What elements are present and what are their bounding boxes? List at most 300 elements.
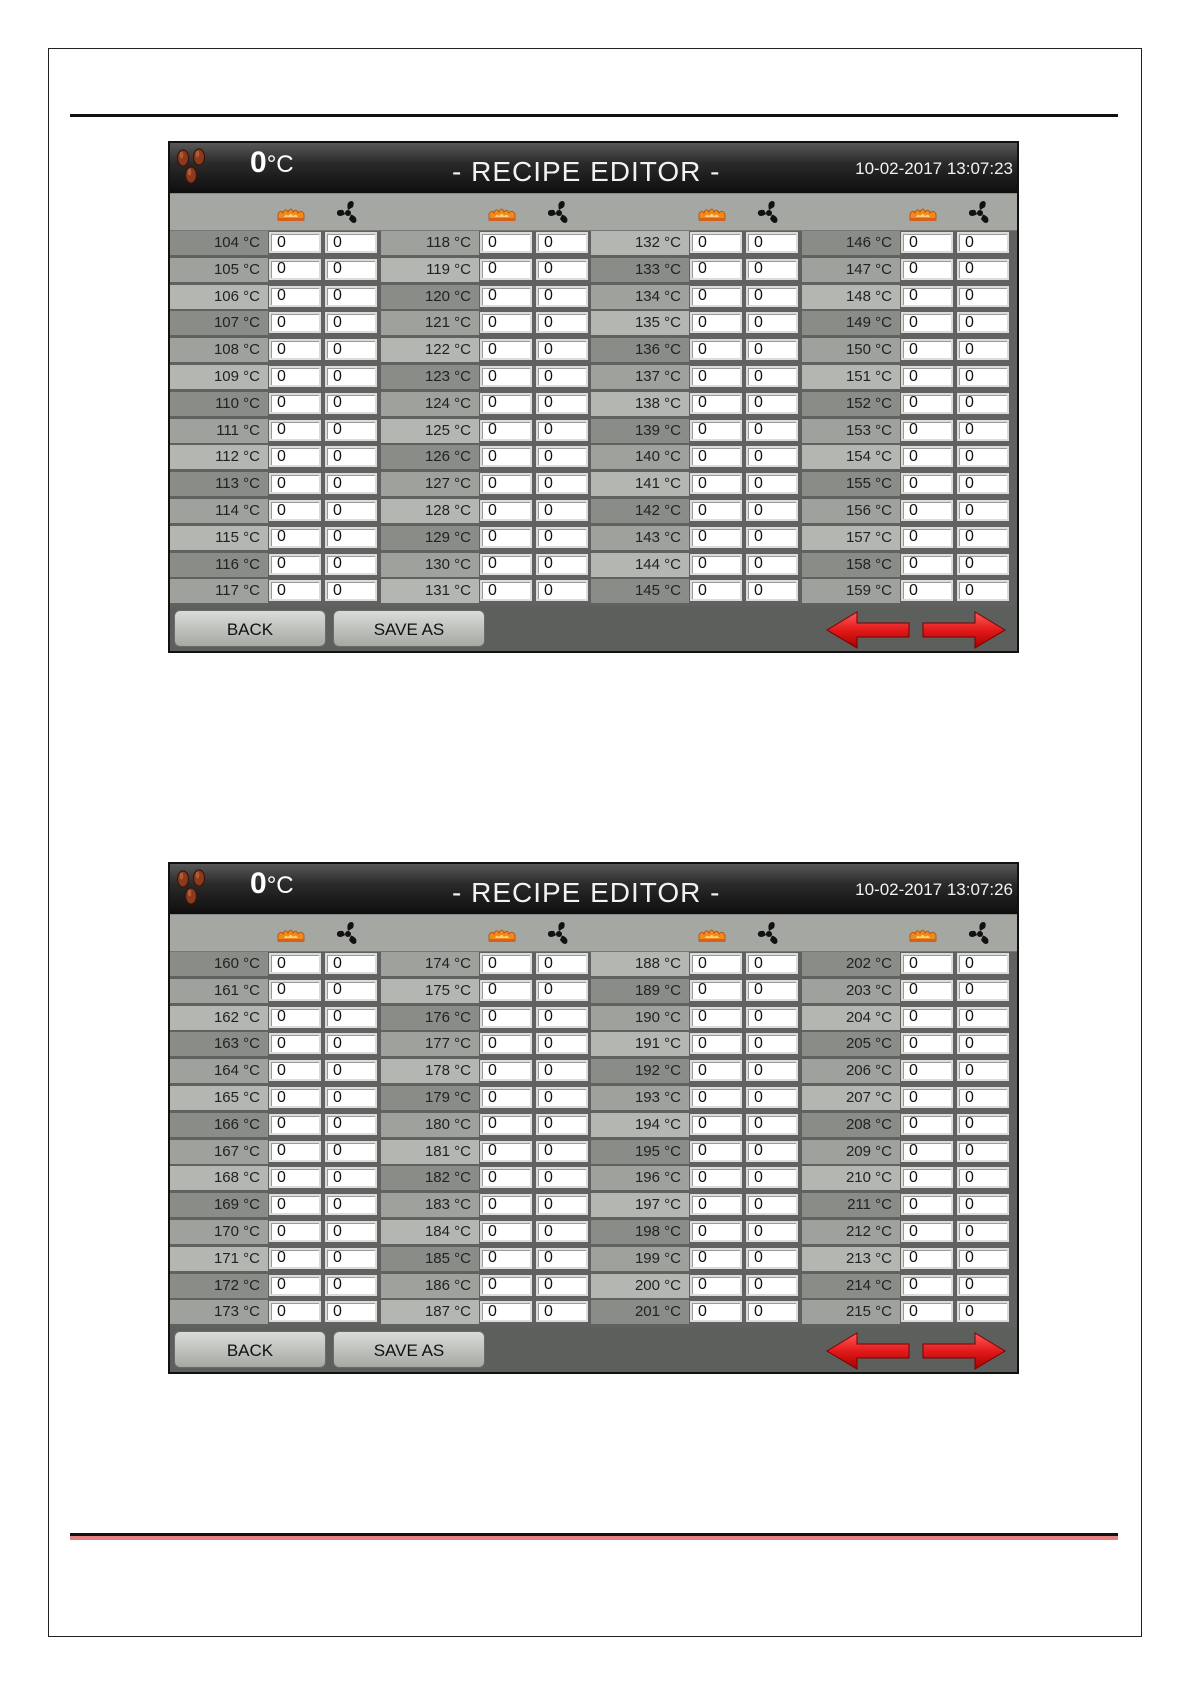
heat-value-input[interactable] bbox=[269, 953, 321, 974]
heat-value-input[interactable] bbox=[690, 1167, 742, 1188]
heat-value-input[interactable] bbox=[901, 339, 953, 360]
fan-value-input[interactable] bbox=[957, 259, 1009, 280]
fan-value-input[interactable] bbox=[325, 312, 377, 333]
fan-value-input[interactable] bbox=[325, 1194, 377, 1215]
fan-value-input[interactable] bbox=[325, 473, 377, 494]
fan-value-input[interactable] bbox=[746, 1221, 798, 1242]
temperature-label: 106 °C bbox=[170, 285, 268, 309]
heat-value-input[interactable] bbox=[690, 500, 742, 521]
fan-value-input[interactable] bbox=[325, 527, 377, 548]
temperature-label: 196 °C bbox=[591, 1166, 689, 1190]
heat-value-input[interactable] bbox=[690, 1141, 742, 1162]
temperature-label: 145 °C bbox=[591, 579, 689, 603]
temperature-label: 108 °C bbox=[170, 338, 268, 362]
heat-value-input[interactable] bbox=[690, 1301, 742, 1322]
temperature-label: 121 °C bbox=[381, 311, 479, 335]
fan-value-input[interactable] bbox=[536, 1007, 588, 1028]
heat-value-input[interactable] bbox=[901, 1087, 953, 1108]
fan-value-input[interactable] bbox=[325, 259, 377, 280]
fan-value-input[interactable] bbox=[746, 366, 798, 387]
temperature-label: 178 °C bbox=[381, 1059, 479, 1083]
heat-value-input[interactable] bbox=[901, 1194, 953, 1215]
fan-value-input[interactable] bbox=[957, 339, 1009, 360]
heat-value-input[interactable] bbox=[480, 1007, 532, 1028]
table-row bbox=[591, 1031, 803, 1058]
fan-value-input[interactable] bbox=[957, 554, 1009, 575]
heat-value-input[interactable] bbox=[690, 259, 742, 280]
temperature-label: 199 °C bbox=[591, 1247, 689, 1271]
heat-value-input[interactable] bbox=[901, 580, 953, 601]
fan-value-input[interactable] bbox=[536, 527, 588, 548]
table-row bbox=[170, 951, 382, 978]
table-row bbox=[591, 364, 803, 391]
heat-value-input[interactable] bbox=[690, 1033, 742, 1054]
fan-value-input[interactable] bbox=[957, 1087, 1009, 1108]
temperature-label: 107 °C bbox=[170, 311, 268, 335]
heat-value-input[interactable] bbox=[480, 1194, 532, 1215]
fan-value-input[interactable] bbox=[536, 953, 588, 974]
heat-value-input[interactable] bbox=[690, 554, 742, 575]
fan-value-input[interactable] bbox=[746, 1087, 798, 1108]
heat-value-input[interactable] bbox=[480, 1248, 532, 1269]
fan-value-input[interactable] bbox=[746, 1033, 798, 1054]
fan-value-input[interactable] bbox=[325, 1141, 377, 1162]
fan-value-input[interactable] bbox=[957, 580, 1009, 601]
heat-value-input[interactable] bbox=[269, 527, 321, 548]
fan-value-input[interactable] bbox=[325, 232, 377, 253]
heat-value-input[interactable] bbox=[269, 286, 321, 307]
fan-value-input[interactable] bbox=[746, 473, 798, 494]
heat-value-input[interactable] bbox=[690, 1060, 742, 1081]
temperature-label: 191 °C bbox=[591, 1032, 689, 1056]
column-header-row bbox=[170, 193, 1017, 231]
heat-value-input[interactable] bbox=[480, 580, 532, 601]
fan-value-input[interactable] bbox=[957, 1114, 1009, 1135]
temperature-label: 205 °C bbox=[802, 1032, 900, 1056]
heat-value-input[interactable] bbox=[901, 312, 953, 333]
fan-value-input[interactable] bbox=[536, 1167, 588, 1188]
fan-value-input[interactable] bbox=[325, 554, 377, 575]
fan-value-input[interactable] bbox=[325, 1033, 377, 1054]
temperature-label: 179 °C bbox=[381, 1086, 479, 1110]
heat-value-input[interactable] bbox=[901, 554, 953, 575]
heat-value-input[interactable] bbox=[269, 312, 321, 333]
table-row bbox=[591, 978, 803, 1005]
fan-value-input[interactable] bbox=[746, 1141, 798, 1162]
fan-value-input[interactable] bbox=[746, 527, 798, 548]
table-row bbox=[591, 391, 803, 418]
heat-value-input[interactable] bbox=[269, 580, 321, 601]
back-button[interactable]: BACK bbox=[174, 1331, 326, 1368]
footer-bar bbox=[170, 1327, 1017, 1374]
fan-value-input[interactable] bbox=[746, 339, 798, 360]
fan-value-input[interactable] bbox=[325, 1167, 377, 1188]
heat-value-input[interactable] bbox=[690, 953, 742, 974]
fan-value-input[interactable] bbox=[536, 1275, 588, 1296]
fan-value-input[interactable] bbox=[536, 1248, 588, 1269]
table-row bbox=[802, 1031, 1014, 1058]
recipe-editor-screen-2 bbox=[168, 862, 1019, 1374]
fan-value-input[interactable] bbox=[746, 1301, 798, 1322]
fan-value-input[interactable] bbox=[957, 527, 1009, 548]
fan-value-input[interactable] bbox=[957, 1167, 1009, 1188]
heat-value-input[interactable] bbox=[901, 980, 953, 1001]
fan-value-input[interactable] bbox=[957, 393, 1009, 414]
fan-value-input[interactable] bbox=[536, 446, 588, 467]
table-row bbox=[170, 1219, 382, 1246]
heat-value-input[interactable] bbox=[480, 366, 532, 387]
table-row bbox=[170, 1139, 382, 1166]
heat-value-input[interactable] bbox=[901, 1275, 953, 1296]
heat-value-input[interactable] bbox=[269, 1167, 321, 1188]
fan-value-input[interactable] bbox=[746, 232, 798, 253]
heat-value-input[interactable] bbox=[269, 1275, 321, 1296]
heat-value-input[interactable] bbox=[901, 1221, 953, 1242]
heat-value-input[interactable] bbox=[690, 1221, 742, 1242]
heat-value-input[interactable] bbox=[269, 1033, 321, 1054]
fan-value-input[interactable] bbox=[536, 1301, 588, 1322]
fan-value-input[interactable] bbox=[325, 420, 377, 441]
table-row bbox=[170, 1165, 382, 1192]
fan-value-input[interactable] bbox=[746, 554, 798, 575]
heat-value-input[interactable] bbox=[480, 473, 532, 494]
temperature-label: 160 °C bbox=[170, 952, 268, 976]
fan-value-input[interactable] bbox=[325, 1087, 377, 1108]
table-row bbox=[802, 951, 1014, 978]
heat-value-input[interactable] bbox=[901, 286, 953, 307]
temperature-label: 213 °C bbox=[802, 1247, 900, 1271]
heat-value-input[interactable] bbox=[480, 232, 532, 253]
table-row bbox=[381, 951, 593, 978]
fan-value-input[interactable] bbox=[957, 1033, 1009, 1054]
fan-value-input[interactable] bbox=[536, 286, 588, 307]
heat-value-input[interactable] bbox=[901, 1301, 953, 1322]
fan-value-input[interactable] bbox=[746, 1275, 798, 1296]
arrow-left-icon[interactable] bbox=[825, 610, 911, 650]
heat-value-input[interactable] bbox=[901, 500, 953, 521]
fan-value-input[interactable] bbox=[957, 446, 1009, 467]
heat-value-input[interactable] bbox=[480, 1060, 532, 1081]
heat-value-input[interactable] bbox=[269, 1194, 321, 1215]
fan-value-input[interactable] bbox=[325, 1007, 377, 1028]
temperature-label: 206 °C bbox=[802, 1059, 900, 1083]
temperature-label: 184 °C bbox=[381, 1220, 479, 1244]
heat-value-input[interactable] bbox=[690, 1087, 742, 1108]
fan-value-input[interactable] bbox=[325, 500, 377, 521]
fan-value-input[interactable] bbox=[325, 580, 377, 601]
heat-value-input[interactable] bbox=[480, 312, 532, 333]
heat-value-input[interactable] bbox=[480, 1114, 532, 1135]
heat-value-input[interactable] bbox=[269, 259, 321, 280]
heat-value-input[interactable] bbox=[690, 393, 742, 414]
table-row bbox=[170, 552, 382, 579]
heat-value-input[interactable] bbox=[690, 980, 742, 1001]
table-row bbox=[381, 498, 593, 525]
heat-value-input[interactable] bbox=[480, 286, 532, 307]
fan-value-input[interactable] bbox=[325, 393, 377, 414]
fan-value-input[interactable] bbox=[536, 420, 588, 441]
table-row bbox=[170, 578, 382, 605]
fan-value-input[interactable] bbox=[957, 1194, 1009, 1215]
fan-value-input[interactable] bbox=[746, 1060, 798, 1081]
heat-value-input[interactable] bbox=[269, 473, 321, 494]
fan-value-input[interactable] bbox=[957, 1248, 1009, 1269]
heat-value-input[interactable] bbox=[690, 286, 742, 307]
heat-value-input[interactable] bbox=[690, 1275, 742, 1296]
heat-value-input[interactable] bbox=[480, 1167, 532, 1188]
heat-value-input[interactable] bbox=[901, 1141, 953, 1162]
heat-value-input[interactable] bbox=[480, 1141, 532, 1162]
fan-value-input[interactable] bbox=[746, 1194, 798, 1215]
fan-value-input[interactable] bbox=[746, 580, 798, 601]
heat-value-input[interactable] bbox=[480, 393, 532, 414]
table-row bbox=[381, 1165, 593, 1192]
table-row bbox=[591, 1058, 803, 1085]
heat-value-input[interactable] bbox=[269, 1007, 321, 1028]
heat-value-input[interactable] bbox=[901, 446, 953, 467]
fan-value-input[interactable] bbox=[746, 259, 798, 280]
fan-value-input[interactable] bbox=[325, 980, 377, 1001]
temperature-label: 198 °C bbox=[591, 1220, 689, 1244]
heat-value-input[interactable] bbox=[269, 500, 321, 521]
table-row bbox=[802, 978, 1014, 1005]
fan-value-input[interactable] bbox=[746, 446, 798, 467]
heat-value-input[interactable] bbox=[690, 580, 742, 601]
fan-value-input[interactable] bbox=[325, 1221, 377, 1242]
heat-value-input[interactable] bbox=[269, 554, 321, 575]
temperature-label: 111 °C bbox=[170, 419, 268, 443]
fan-value-input[interactable] bbox=[536, 339, 588, 360]
arrow-right-icon[interactable] bbox=[921, 1331, 1007, 1371]
fan-value-input[interactable] bbox=[957, 232, 1009, 253]
heat-value-input[interactable] bbox=[901, 1167, 953, 1188]
temperature-label: 128 °C bbox=[381, 499, 479, 523]
table-row bbox=[591, 444, 803, 471]
recipe-column bbox=[802, 951, 1014, 1326]
fan-value-input[interactable] bbox=[536, 312, 588, 333]
fan-value-input[interactable] bbox=[746, 980, 798, 1001]
fan-value-input[interactable] bbox=[957, 1275, 1009, 1296]
temperature-label: 172 °C bbox=[170, 1274, 268, 1298]
table-row bbox=[170, 1058, 382, 1085]
fan-value-input[interactable] bbox=[536, 1087, 588, 1108]
heat-value-input[interactable] bbox=[901, 953, 953, 974]
heat-value-input[interactable] bbox=[690, 446, 742, 467]
fan-value-input[interactable] bbox=[536, 1060, 588, 1081]
heat-value-input[interactable] bbox=[480, 1221, 532, 1242]
heat-value-input[interactable] bbox=[901, 1033, 953, 1054]
heat-value-input[interactable] bbox=[269, 232, 321, 253]
heat-value-input[interactable] bbox=[901, 1248, 953, 1269]
arrow-right-icon[interactable] bbox=[921, 610, 1007, 650]
fan-value-input[interactable] bbox=[325, 1248, 377, 1269]
heat-value-input[interactable] bbox=[690, 527, 742, 548]
fan-value-input[interactable] bbox=[325, 1060, 377, 1081]
fan-value-input[interactable] bbox=[536, 500, 588, 521]
temperature-label: 156 °C bbox=[802, 499, 900, 523]
burner-flame-icon bbox=[697, 921, 727, 945]
temperature-label: 187 °C bbox=[381, 1300, 479, 1324]
heat-value-input[interactable] bbox=[901, 259, 953, 280]
fan-value-input[interactable] bbox=[325, 1275, 377, 1296]
heat-value-input[interactable] bbox=[690, 339, 742, 360]
heat-value-input[interactable] bbox=[901, 1114, 953, 1135]
temperature-label: 133 °C bbox=[591, 258, 689, 282]
heat-value-input[interactable] bbox=[901, 393, 953, 414]
heat-value-input[interactable] bbox=[269, 366, 321, 387]
heat-value-input[interactable] bbox=[480, 446, 532, 467]
heat-value-input[interactable] bbox=[480, 420, 532, 441]
heat-value-input[interactable] bbox=[480, 259, 532, 280]
fan-value-input[interactable] bbox=[957, 420, 1009, 441]
fan-value-input[interactable] bbox=[325, 286, 377, 307]
fan-value-input[interactable] bbox=[746, 1248, 798, 1269]
heat-value-input[interactable] bbox=[690, 420, 742, 441]
fan-value-input[interactable] bbox=[746, 286, 798, 307]
fan-value-input[interactable] bbox=[536, 366, 588, 387]
heat-value-input[interactable] bbox=[901, 366, 953, 387]
save-as-button[interactable]: SAVE AS bbox=[333, 1331, 485, 1368]
heat-value-input[interactable] bbox=[480, 953, 532, 974]
fan-value-input[interactable] bbox=[957, 953, 1009, 974]
fan-value-input[interactable] bbox=[957, 1141, 1009, 1162]
heat-value-input[interactable] bbox=[269, 1301, 321, 1322]
heat-value-input[interactable] bbox=[901, 527, 953, 548]
heat-value-input[interactable] bbox=[480, 1033, 532, 1054]
heat-value-input[interactable] bbox=[690, 312, 742, 333]
heat-value-input[interactable] bbox=[690, 1114, 742, 1135]
fan-value-input[interactable] bbox=[746, 1114, 798, 1135]
fan-value-input[interactable] bbox=[325, 446, 377, 467]
fan-value-input[interactable] bbox=[746, 500, 798, 521]
fan-value-input[interactable] bbox=[957, 286, 1009, 307]
table-row bbox=[802, 1165, 1014, 1192]
table-row bbox=[591, 1085, 803, 1112]
fan-value-input[interactable] bbox=[536, 232, 588, 253]
heat-value-input[interactable] bbox=[269, 420, 321, 441]
back-button[interactable]: BACK bbox=[174, 610, 326, 647]
fan-value-input[interactable] bbox=[957, 1221, 1009, 1242]
fan-value-input[interactable] bbox=[325, 1301, 377, 1322]
fan-value-input[interactable] bbox=[746, 1167, 798, 1188]
table-row bbox=[802, 257, 1014, 284]
heat-value-input[interactable] bbox=[901, 420, 953, 441]
heat-value-input[interactable] bbox=[269, 1087, 321, 1108]
fan-value-input[interactable] bbox=[325, 1114, 377, 1135]
fan-value-input[interactable] bbox=[536, 393, 588, 414]
fan-value-input[interactable] bbox=[957, 473, 1009, 494]
fan-value-input[interactable] bbox=[325, 366, 377, 387]
fan-value-input[interactable] bbox=[957, 366, 1009, 387]
table-row bbox=[381, 418, 593, 445]
temperature-label: 123 °C bbox=[381, 365, 479, 389]
temperature-label: 183 °C bbox=[381, 1193, 479, 1217]
fan-value-input[interactable] bbox=[746, 953, 798, 974]
heat-value-input[interactable] bbox=[901, 473, 953, 494]
temperature-label: 148 °C bbox=[802, 285, 900, 309]
fan-value-input[interactable] bbox=[536, 1141, 588, 1162]
fan-value-input[interactable] bbox=[536, 554, 588, 575]
table-row bbox=[381, 578, 593, 605]
fan-value-input[interactable] bbox=[957, 1007, 1009, 1028]
heat-value-input[interactable] bbox=[269, 1114, 321, 1135]
temperature-label: 180 °C bbox=[381, 1113, 479, 1137]
temperature-label: 109 °C bbox=[170, 365, 268, 389]
heat-value-input[interactable] bbox=[901, 232, 953, 253]
fan-value-input[interactable] bbox=[536, 473, 588, 494]
temperature-label: 200 °C bbox=[591, 1274, 689, 1298]
temperature-label: 112 °C bbox=[170, 445, 268, 469]
heat-value-input[interactable] bbox=[480, 527, 532, 548]
fan-value-input[interactable] bbox=[536, 259, 588, 280]
fan-value-input[interactable] bbox=[957, 1301, 1009, 1322]
fan-value-input[interactable] bbox=[957, 1060, 1009, 1081]
fan-value-input[interactable] bbox=[536, 1033, 588, 1054]
fan-value-input[interactable] bbox=[957, 980, 1009, 1001]
heat-value-input[interactable] bbox=[690, 1007, 742, 1028]
fan-value-input[interactable] bbox=[746, 312, 798, 333]
title-bar bbox=[170, 864, 1017, 914]
temperature-label: 141 °C bbox=[591, 472, 689, 496]
fan-value-input[interactable] bbox=[536, 1114, 588, 1135]
fan-value-input[interactable] bbox=[746, 420, 798, 441]
temperature-label: 131 °C bbox=[381, 579, 479, 603]
heat-value-input[interactable] bbox=[480, 554, 532, 575]
table-row bbox=[381, 552, 593, 579]
heat-value-input[interactable] bbox=[690, 232, 742, 253]
temperature-label: 154 °C bbox=[802, 445, 900, 469]
heat-value-input[interactable] bbox=[269, 446, 321, 467]
heat-value-input[interactable] bbox=[690, 366, 742, 387]
heat-value-input[interactable] bbox=[269, 393, 321, 414]
heat-value-input[interactable] bbox=[480, 980, 532, 1001]
fan-value-input[interactable] bbox=[957, 500, 1009, 521]
temperature-label: 197 °C bbox=[591, 1193, 689, 1217]
heat-value-input[interactable] bbox=[690, 1248, 742, 1269]
heat-value-input[interactable] bbox=[269, 1221, 321, 1242]
heat-value-input[interactable] bbox=[269, 339, 321, 360]
table-row bbox=[591, 418, 803, 445]
heat-value-input[interactable] bbox=[480, 339, 532, 360]
fan-value-input[interactable] bbox=[536, 1194, 588, 1215]
heat-value-input[interactable] bbox=[269, 1248, 321, 1269]
fan-value-input[interactable] bbox=[325, 953, 377, 974]
heat-value-input[interactable] bbox=[269, 1141, 321, 1162]
table-row bbox=[381, 1085, 593, 1112]
heat-value-input[interactable] bbox=[690, 1194, 742, 1215]
fan-value-input[interactable] bbox=[325, 339, 377, 360]
heat-value-input[interactable] bbox=[480, 1087, 532, 1108]
heat-value-input[interactable] bbox=[269, 1060, 321, 1081]
fan-value-input[interactable] bbox=[536, 980, 588, 1001]
table-row bbox=[591, 525, 803, 552]
fan-value-input[interactable] bbox=[536, 580, 588, 601]
arrow-left-icon[interactable] bbox=[825, 1331, 911, 1371]
heat-value-input[interactable] bbox=[480, 1275, 532, 1296]
fan-value-input[interactable] bbox=[536, 1221, 588, 1242]
heat-value-input[interactable] bbox=[690, 473, 742, 494]
save-as-button[interactable]: SAVE AS bbox=[333, 610, 485, 647]
fan-value-input[interactable] bbox=[746, 393, 798, 414]
heat-value-input[interactable] bbox=[269, 980, 321, 1001]
heat-value-input[interactable] bbox=[901, 1060, 953, 1081]
fan-value-input[interactable] bbox=[746, 1007, 798, 1028]
burner-flame-icon bbox=[487, 200, 517, 224]
heat-value-input[interactable] bbox=[480, 500, 532, 521]
heat-value-input[interactable] bbox=[901, 1007, 953, 1028]
heat-value-input[interactable] bbox=[480, 1301, 532, 1322]
fan-value-input[interactable] bbox=[957, 312, 1009, 333]
